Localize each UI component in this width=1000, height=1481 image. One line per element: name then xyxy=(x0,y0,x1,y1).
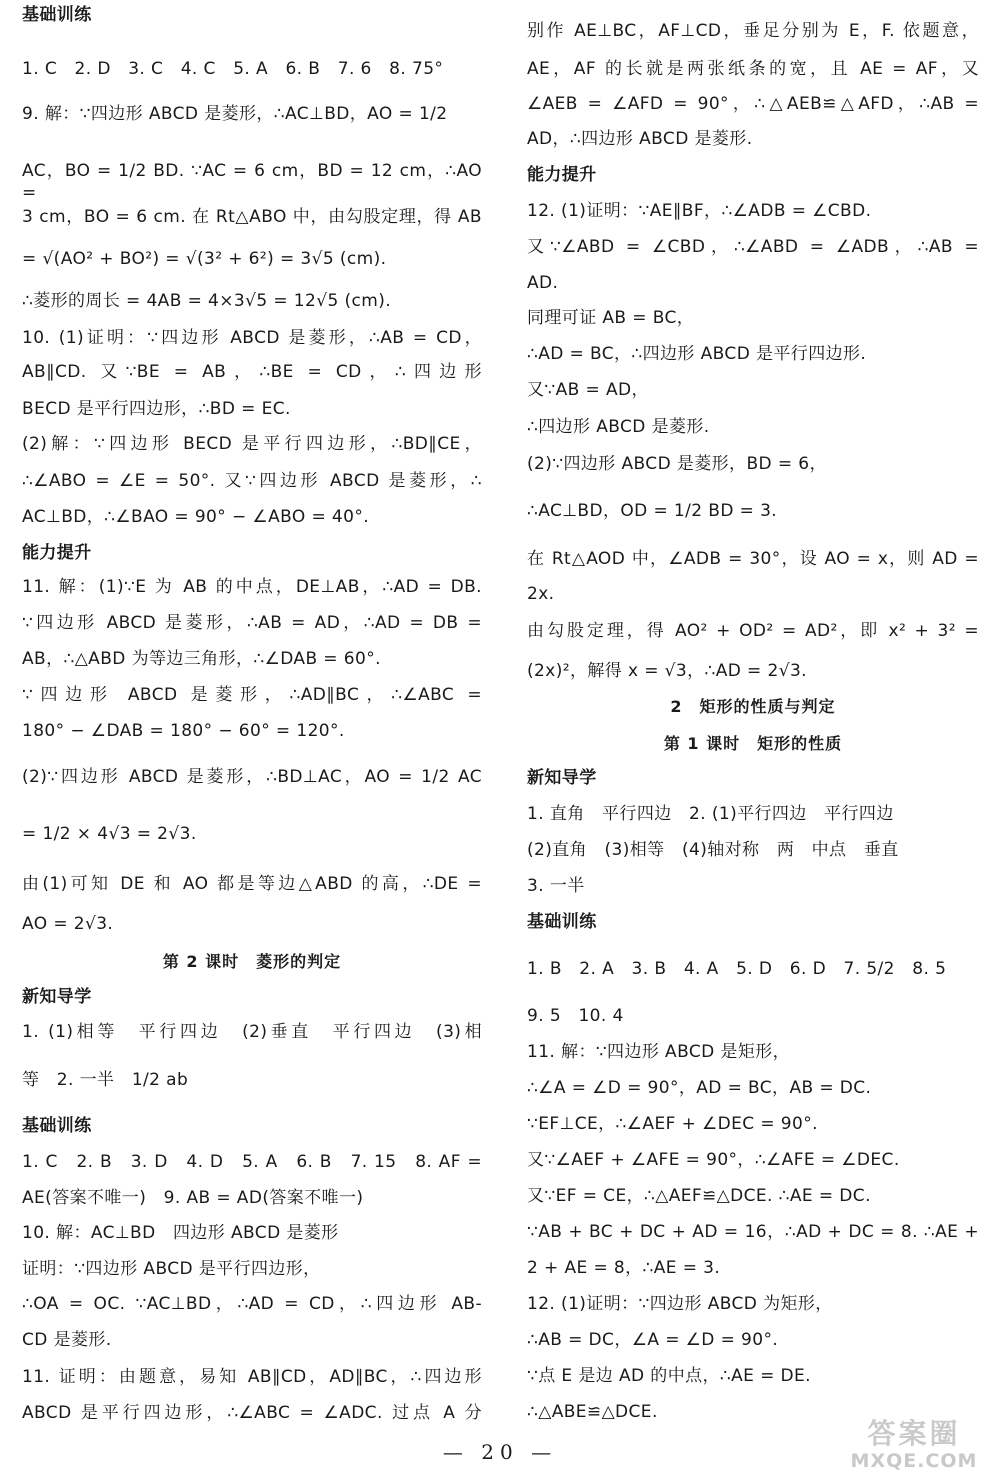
answer-line: 9. 5 10. 4 xyxy=(527,1006,624,1026)
answer-line: AD. xyxy=(527,273,559,293)
answer-line: 11. 解：∵四边形 ABCD 是矩形， xyxy=(527,1042,791,1062)
section-heading-ability: 能力提升 xyxy=(527,165,597,185)
answer-line: 又∵∠AEF + ∠AFE = 90°，∴∠AFE = ∠DEC. xyxy=(527,1150,900,1170)
answer-line: 同理可证 AB = BC， xyxy=(527,308,695,328)
answer-line: ∴OA = OC. ∵AC⊥BD，∴AD = CD，∴四边形 AB- xyxy=(22,1294,482,1314)
answer-line: AB∥CD. 又∵BE = AB，∴BE = CD，∴四边形 xyxy=(22,362,482,382)
answer-line: ∠AEB = ∠AFD = 90°，∴△AEB≌△AFD，∴AB = xyxy=(527,94,979,114)
section-heading-new-knowledge: 新知导学 xyxy=(527,768,597,788)
page-number: — 20 — xyxy=(442,1440,558,1464)
answer-line: (2x)²，解得 x = √3，∴AD = 2√3. xyxy=(527,661,807,681)
answer-line: BECD 是平行四边形，∴BD = EC. xyxy=(22,399,291,419)
section-title: 2 矩形的性质与判定 xyxy=(670,697,836,716)
answer-line: ∴四边形 ABCD 是菱形. xyxy=(527,417,710,437)
answer-line: ∴∠A = ∠D = 90°，AD = BC，AB = DC. xyxy=(527,1078,872,1098)
watermark-title: 答案圈 xyxy=(867,1417,961,1450)
answer-line: 又∵AB = AD， xyxy=(527,380,649,400)
lesson-title: 第 1 课时 矩形的性质 xyxy=(663,734,843,753)
watermark-logo xyxy=(834,1418,994,1476)
answer-line: 180° − ∠DAB = 180° − 60° = 120°. xyxy=(22,721,345,741)
answer-line: 12. (1)证明：∵AE∥BF，∴∠ADB = ∠CBD. xyxy=(527,201,872,221)
answer-line: AO = 2√3. xyxy=(22,914,114,934)
answer-line: 1. (1)相等 平行四边 (2)垂直 平行四边 (3)相 xyxy=(22,1022,482,1042)
answer-line: ∵四边形 ABCD 是菱形，∴AB = AD，∴AD = DB = xyxy=(22,613,482,633)
answer-line: 1. C 2. D 3. C 4. C 5. A 6. B 7. 6 8. 75° xyxy=(22,59,444,79)
answer-line: 等 2. 一半 1/2 ab xyxy=(22,1070,189,1090)
answer-line: ∴△ABE≌△DCE. xyxy=(527,1402,658,1422)
answer-line: 又∵∠ABD = ∠CBD，∴∠ABD = ∠ADB，∴AB = xyxy=(527,237,979,257)
answer-line: AE，AF 的长就是两张纸条的宽，且 AE = AF，又 xyxy=(527,59,979,79)
section-heading-new-knowledge: 新知导学 xyxy=(22,987,92,1007)
answer-line: ∵EF⊥CE，∴∠AEF + ∠DEC = 90°. xyxy=(527,1114,818,1134)
answer-line: (2)∵四边形 ABCD 是菱形，BD = 6， xyxy=(527,454,827,474)
answer-line: 2x. xyxy=(527,584,555,604)
answer-line: AD，∴四边形 ABCD 是菱形. xyxy=(527,129,753,149)
answer-line: (2)解：∵四边形 BECD 是平行四边形，∴BD∥CE， xyxy=(22,434,482,454)
answer-line: 3 cm，BO = 6 cm. 在 Rt△ABO 中，由勾股定理，得 AB xyxy=(22,207,482,227)
answer-line: 1. 直角 平行四边 2. (1)平行四边 平行四边 xyxy=(527,804,894,824)
answer-line: AC⊥BD，∴∠BAO = 90° − ∠ABO = 40°. xyxy=(22,507,370,527)
answer-line: 在 Rt△AOD 中，∠ADB = 30°，设 AO = x，则 AD = xyxy=(527,549,979,569)
answer-line: 9. 解：∵四边形 ABCD 是菱形，∴AC⊥BD，AO = 1/2 xyxy=(22,104,448,124)
answer-line: ∴AD = BC，∴四边形 ABCD 是平行四边形. xyxy=(527,344,867,364)
section-heading-basic-training: 基础训练 xyxy=(527,912,597,932)
answer-line: ∴AC⊥BD，OD = 1/2 BD = 3. xyxy=(527,501,778,521)
answer-line: CD 是菱形. xyxy=(22,1330,112,1350)
answer-line: 12. (1)证明：∵四边形 ABCD 为矩形， xyxy=(527,1294,833,1314)
answer-line: 1. C 2. B 3. D 4. D 5. A 6. B 7. 15 8. AF = xyxy=(22,1152,482,1172)
answer-line: = 1/2 × 4√3 = 2√3. xyxy=(22,824,197,844)
section-heading-basic-training: 基础训练 xyxy=(22,1116,92,1136)
answer-line: ∴∠ABO = ∠E = 50°. 又∵四边形 ABCD 是菱形，∴ xyxy=(22,471,482,491)
section-heading-ability: 能力提升 xyxy=(22,543,92,563)
answer-line: ∴菱形的周长 = 4AB = 4×3√5 = 12√5 (cm). xyxy=(22,291,392,311)
answer-line: AB，∴△ABD 为等边三角形，∴∠DAB = 60°. xyxy=(22,649,381,669)
answer-line: 由(1)可知 DE 和 AO 都是等边△ABD 的高，∴DE = xyxy=(22,874,482,894)
answer-line: 证明：∵四边形 ABCD 是平行四边形， xyxy=(22,1259,321,1279)
answer-line: 11. 解：(1)∵E 为 AB 的中点，DE⊥AB，∴AD = DB. xyxy=(22,577,482,597)
answer-line: 10. 解：AC⊥BD 四边形 ABCD 是菱形 xyxy=(22,1223,339,1243)
section-heading-basic-training: 基础训练 xyxy=(22,5,92,25)
answer-line: 1. B 2. A 3. B 4. A 5. D 6. D 7. 5/2 8. 5 xyxy=(527,959,947,979)
answer-line: (2)直角 (3)相等 (4)轴对称 两 中点 垂直 xyxy=(527,840,899,860)
answer-line: AC，BO = 1/2 BD. ∵AC = 6 cm，BD = 12 cm，∴AO = xyxy=(22,161,482,203)
answer-line: (2)∵四边形 ABCD 是菱形，∴BD⊥AC，AO = 1/2 AC xyxy=(22,767,482,787)
answer-line: 别作 AE⊥BC，AF⊥CD，垂足分别为 E，F. 依题意， xyxy=(527,21,979,41)
answer-line: AE(答案不唯一) 9. AB = AD(答案不唯一) xyxy=(22,1188,364,1208)
lesson-title: 第 2 课时 菱形的判定 xyxy=(162,952,342,971)
answer-line: 3. 一半 xyxy=(527,876,585,896)
answer-line: = √(AO² + BO²) = √(3² + 6²) = 3√5 (cm). xyxy=(22,249,387,269)
watermark-url: MXQE.COM xyxy=(850,1450,978,1472)
answer-line: 又∵EF = CE，∴△AEF≌△DCE. ∴AE = DC. xyxy=(527,1186,871,1206)
answer-line: 2 + AE = 8，∴AE = 3. xyxy=(527,1258,721,1278)
answer-line: 11. 证明：由题意，易知 AB∥CD，AD∥BC，∴四边形 xyxy=(22,1367,482,1387)
answer-line: ∵四边形 ABCD 是菱形，∴AD∥BC，∴∠ABC = xyxy=(22,685,482,705)
answer-line: ∵点 E 是边 AD 的中点，∴AE = DE. xyxy=(527,1366,811,1386)
answer-line: 由勾股定理，得 AO² + OD² = AD²，即 x² + 3² = xyxy=(527,621,979,641)
answer-line: ∴AB = DC，∠A = ∠D = 90°. xyxy=(527,1330,779,1350)
answer-line: ∵AB + BC + DC + AD = 16，∴AD + DC = 8. ∴AE + xyxy=(527,1222,979,1242)
answer-line: 10. (1)证明：∵四边形 ABCD 是菱形，∴AB = CD， xyxy=(22,328,482,348)
answer-line: ABCD 是平行四边形，∴∠ABC = ∠ADC. 过点 A 分 xyxy=(22,1403,482,1423)
